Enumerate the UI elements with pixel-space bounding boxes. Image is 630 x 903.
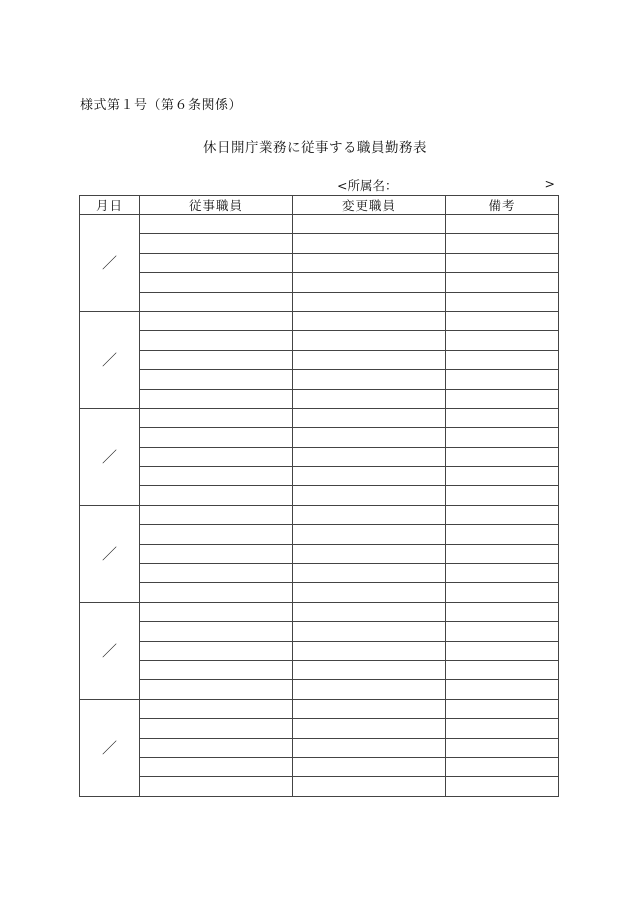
table-row	[80, 699, 559, 718]
table-row	[80, 370, 559, 389]
table-row	[80, 389, 559, 408]
table-row	[80, 447, 559, 466]
table-row	[80, 408, 559, 427]
changed-staff-cell[interactable]	[293, 777, 446, 796]
assigned-staff-cell[interactable]	[140, 331, 293, 350]
changed-staff-cell[interactable]	[293, 680, 446, 699]
changed-staff-cell[interactable]	[293, 525, 446, 544]
remarks-cell[interactable]	[446, 408, 559, 427]
affiliation-label: <所属名：	[337, 178, 398, 193]
table-row	[80, 350, 559, 369]
remarks-cell[interactable]	[446, 350, 559, 369]
assigned-staff-cell[interactable]	[140, 544, 293, 563]
changed-staff-cell[interactable]	[293, 544, 446, 563]
remarks-cell[interactable]	[446, 680, 559, 699]
changed-staff-cell[interactable]	[293, 389, 446, 408]
date-cell[interactable]: ／	[80, 505, 140, 602]
table-row	[80, 253, 559, 272]
changed-staff-cell[interactable]	[293, 253, 446, 272]
remarks-cell[interactable]	[446, 234, 559, 253]
changed-staff-cell[interactable]	[293, 757, 446, 776]
remarks-cell[interactable]	[446, 583, 559, 602]
assigned-staff-cell[interactable]	[140, 234, 293, 253]
remarks-cell[interactable]	[446, 699, 559, 718]
assigned-staff-cell[interactable]	[140, 602, 293, 621]
changed-staff-cell[interactable]	[293, 486, 446, 505]
changed-staff-cell[interactable]	[293, 660, 446, 679]
roster-body	[80, 215, 559, 797]
remarks-cell[interactable]	[446, 738, 559, 757]
table-row	[80, 757, 559, 776]
table-row	[80, 273, 559, 292]
assigned-staff-cell[interactable]	[140, 408, 293, 427]
changed-staff-cell[interactable]	[293, 447, 446, 466]
table-row	[80, 719, 559, 738]
changed-staff-cell[interactable]	[293, 215, 446, 234]
table-row	[80, 505, 559, 524]
remarks-cell[interactable]	[446, 467, 559, 486]
remarks-cell[interactable]	[446, 215, 559, 234]
table-row	[80, 486, 559, 505]
assigned-staff-cell[interactable]	[140, 757, 293, 776]
remarks-cell[interactable]	[446, 505, 559, 524]
table-row	[80, 311, 559, 330]
column-header-changed-staff: 変更職員	[293, 196, 446, 215]
assigned-staff-cell[interactable]	[140, 719, 293, 738]
changed-staff-cell[interactable]	[293, 583, 446, 602]
assigned-staff-cell[interactable]	[140, 311, 293, 330]
assigned-staff-cell[interactable]	[140, 389, 293, 408]
remarks-cell[interactable]	[446, 311, 559, 330]
remarks-cell[interactable]	[446, 622, 559, 641]
table-row	[80, 680, 559, 699]
assigned-staff-cell[interactable]	[140, 350, 293, 369]
remarks-cell[interactable]	[446, 486, 559, 505]
remarks-cell[interactable]	[446, 641, 559, 660]
assigned-staff-cell[interactable]	[140, 292, 293, 311]
table-row	[80, 738, 559, 757]
assigned-staff-cell[interactable]	[140, 680, 293, 699]
table-row	[80, 564, 559, 583]
remarks-cell[interactable]	[446, 253, 559, 272]
assigned-staff-cell[interactable]	[140, 505, 293, 524]
table-row	[80, 215, 559, 234]
changed-staff-cell[interactable]	[293, 292, 446, 311]
table-row	[80, 467, 559, 486]
remarks-cell[interactable]	[446, 564, 559, 583]
assigned-staff-cell[interactable]	[140, 699, 293, 718]
changed-staff-cell[interactable]	[293, 331, 446, 350]
assigned-staff-cell[interactable]	[140, 525, 293, 544]
table-row	[80, 544, 559, 563]
date-cell[interactable]: ／	[80, 311, 140, 408]
changed-staff-cell[interactable]	[293, 311, 446, 330]
changed-staff-cell[interactable]	[293, 234, 446, 253]
remarks-cell[interactable]	[446, 428, 559, 447]
table-row	[80, 583, 559, 602]
duty-roster-table	[79, 195, 559, 797]
changed-staff-cell[interactable]	[293, 350, 446, 369]
table-row	[80, 777, 559, 796]
assigned-staff-cell[interactable]	[140, 486, 293, 505]
assigned-staff-cell[interactable]	[140, 622, 293, 641]
changed-staff-cell[interactable]	[293, 699, 446, 718]
table-row	[80, 331, 559, 350]
assigned-staff-cell[interactable]	[140, 370, 293, 389]
table-row	[80, 622, 559, 641]
changed-staff-cell[interactable]	[293, 602, 446, 621]
table-row	[80, 602, 559, 621]
changed-staff-cell[interactable]	[293, 408, 446, 427]
date-cell[interactable]: ／	[80, 215, 140, 312]
changed-staff-cell[interactable]	[293, 273, 446, 292]
assigned-staff-cell[interactable]	[140, 641, 293, 660]
remarks-cell[interactable]	[446, 777, 559, 796]
assigned-staff-cell[interactable]	[140, 738, 293, 757]
assigned-staff-cell[interactable]	[140, 583, 293, 602]
column-header-date: 月日	[80, 196, 140, 215]
assigned-staff-cell[interactable]	[140, 660, 293, 679]
remarks-cell[interactable]	[446, 370, 559, 389]
assigned-staff-cell[interactable]	[140, 215, 293, 234]
date-cell[interactable]: ／	[80, 408, 140, 505]
table-row	[80, 660, 559, 679]
affiliation-close-bracket: >	[544, 176, 555, 191]
table-row	[80, 525, 559, 544]
assigned-staff-cell[interactable]	[140, 564, 293, 583]
changed-staff-cell[interactable]	[293, 467, 446, 486]
changed-staff-cell[interactable]	[293, 622, 446, 641]
changed-staff-cell[interactable]	[293, 428, 446, 447]
remarks-cell[interactable]	[446, 602, 559, 621]
remarks-cell[interactable]	[446, 389, 559, 408]
changed-staff-cell[interactable]	[293, 370, 446, 389]
table-row	[80, 292, 559, 311]
remarks-cell[interactable]	[446, 544, 559, 563]
form-number: 様式第１号（第６条関係）	[80, 98, 243, 113]
document-title: 休日開庁業務に従事する職員勤務表	[203, 140, 427, 156]
remarks-cell[interactable]	[446, 525, 559, 544]
remarks-cell[interactable]	[446, 719, 559, 738]
affiliation-line	[337, 176, 555, 194]
assigned-staff-cell[interactable]	[140, 447, 293, 466]
date-cell[interactable]: ／	[80, 602, 140, 699]
assigned-staff-cell[interactable]	[140, 777, 293, 796]
table-row	[80, 428, 559, 447]
remarks-cell[interactable]	[446, 273, 559, 292]
changed-staff-cell[interactable]	[293, 505, 446, 524]
table-row	[80, 641, 559, 660]
remarks-cell[interactable]	[446, 292, 559, 311]
assigned-staff-cell[interactable]	[140, 253, 293, 272]
remarks-cell[interactable]	[446, 447, 559, 466]
table-row	[80, 234, 559, 253]
date-cell[interactable]: ／	[80, 699, 140, 796]
remarks-cell[interactable]	[446, 660, 559, 679]
column-header-remarks: 備考	[446, 196, 559, 215]
remarks-cell[interactable]	[446, 331, 559, 350]
remarks-cell[interactable]	[446, 757, 559, 776]
assigned-staff-cell[interactable]	[140, 428, 293, 447]
header-row	[80, 196, 559, 215]
assigned-staff-cell[interactable]	[140, 467, 293, 486]
column-header-assigned-staff: 従事職員	[140, 196, 293, 215]
changed-staff-cell[interactable]	[293, 641, 446, 660]
changed-staff-cell[interactable]	[293, 738, 446, 757]
changed-staff-cell[interactable]	[293, 564, 446, 583]
changed-staff-cell[interactable]	[293, 719, 446, 738]
assigned-staff-cell[interactable]	[140, 273, 293, 292]
